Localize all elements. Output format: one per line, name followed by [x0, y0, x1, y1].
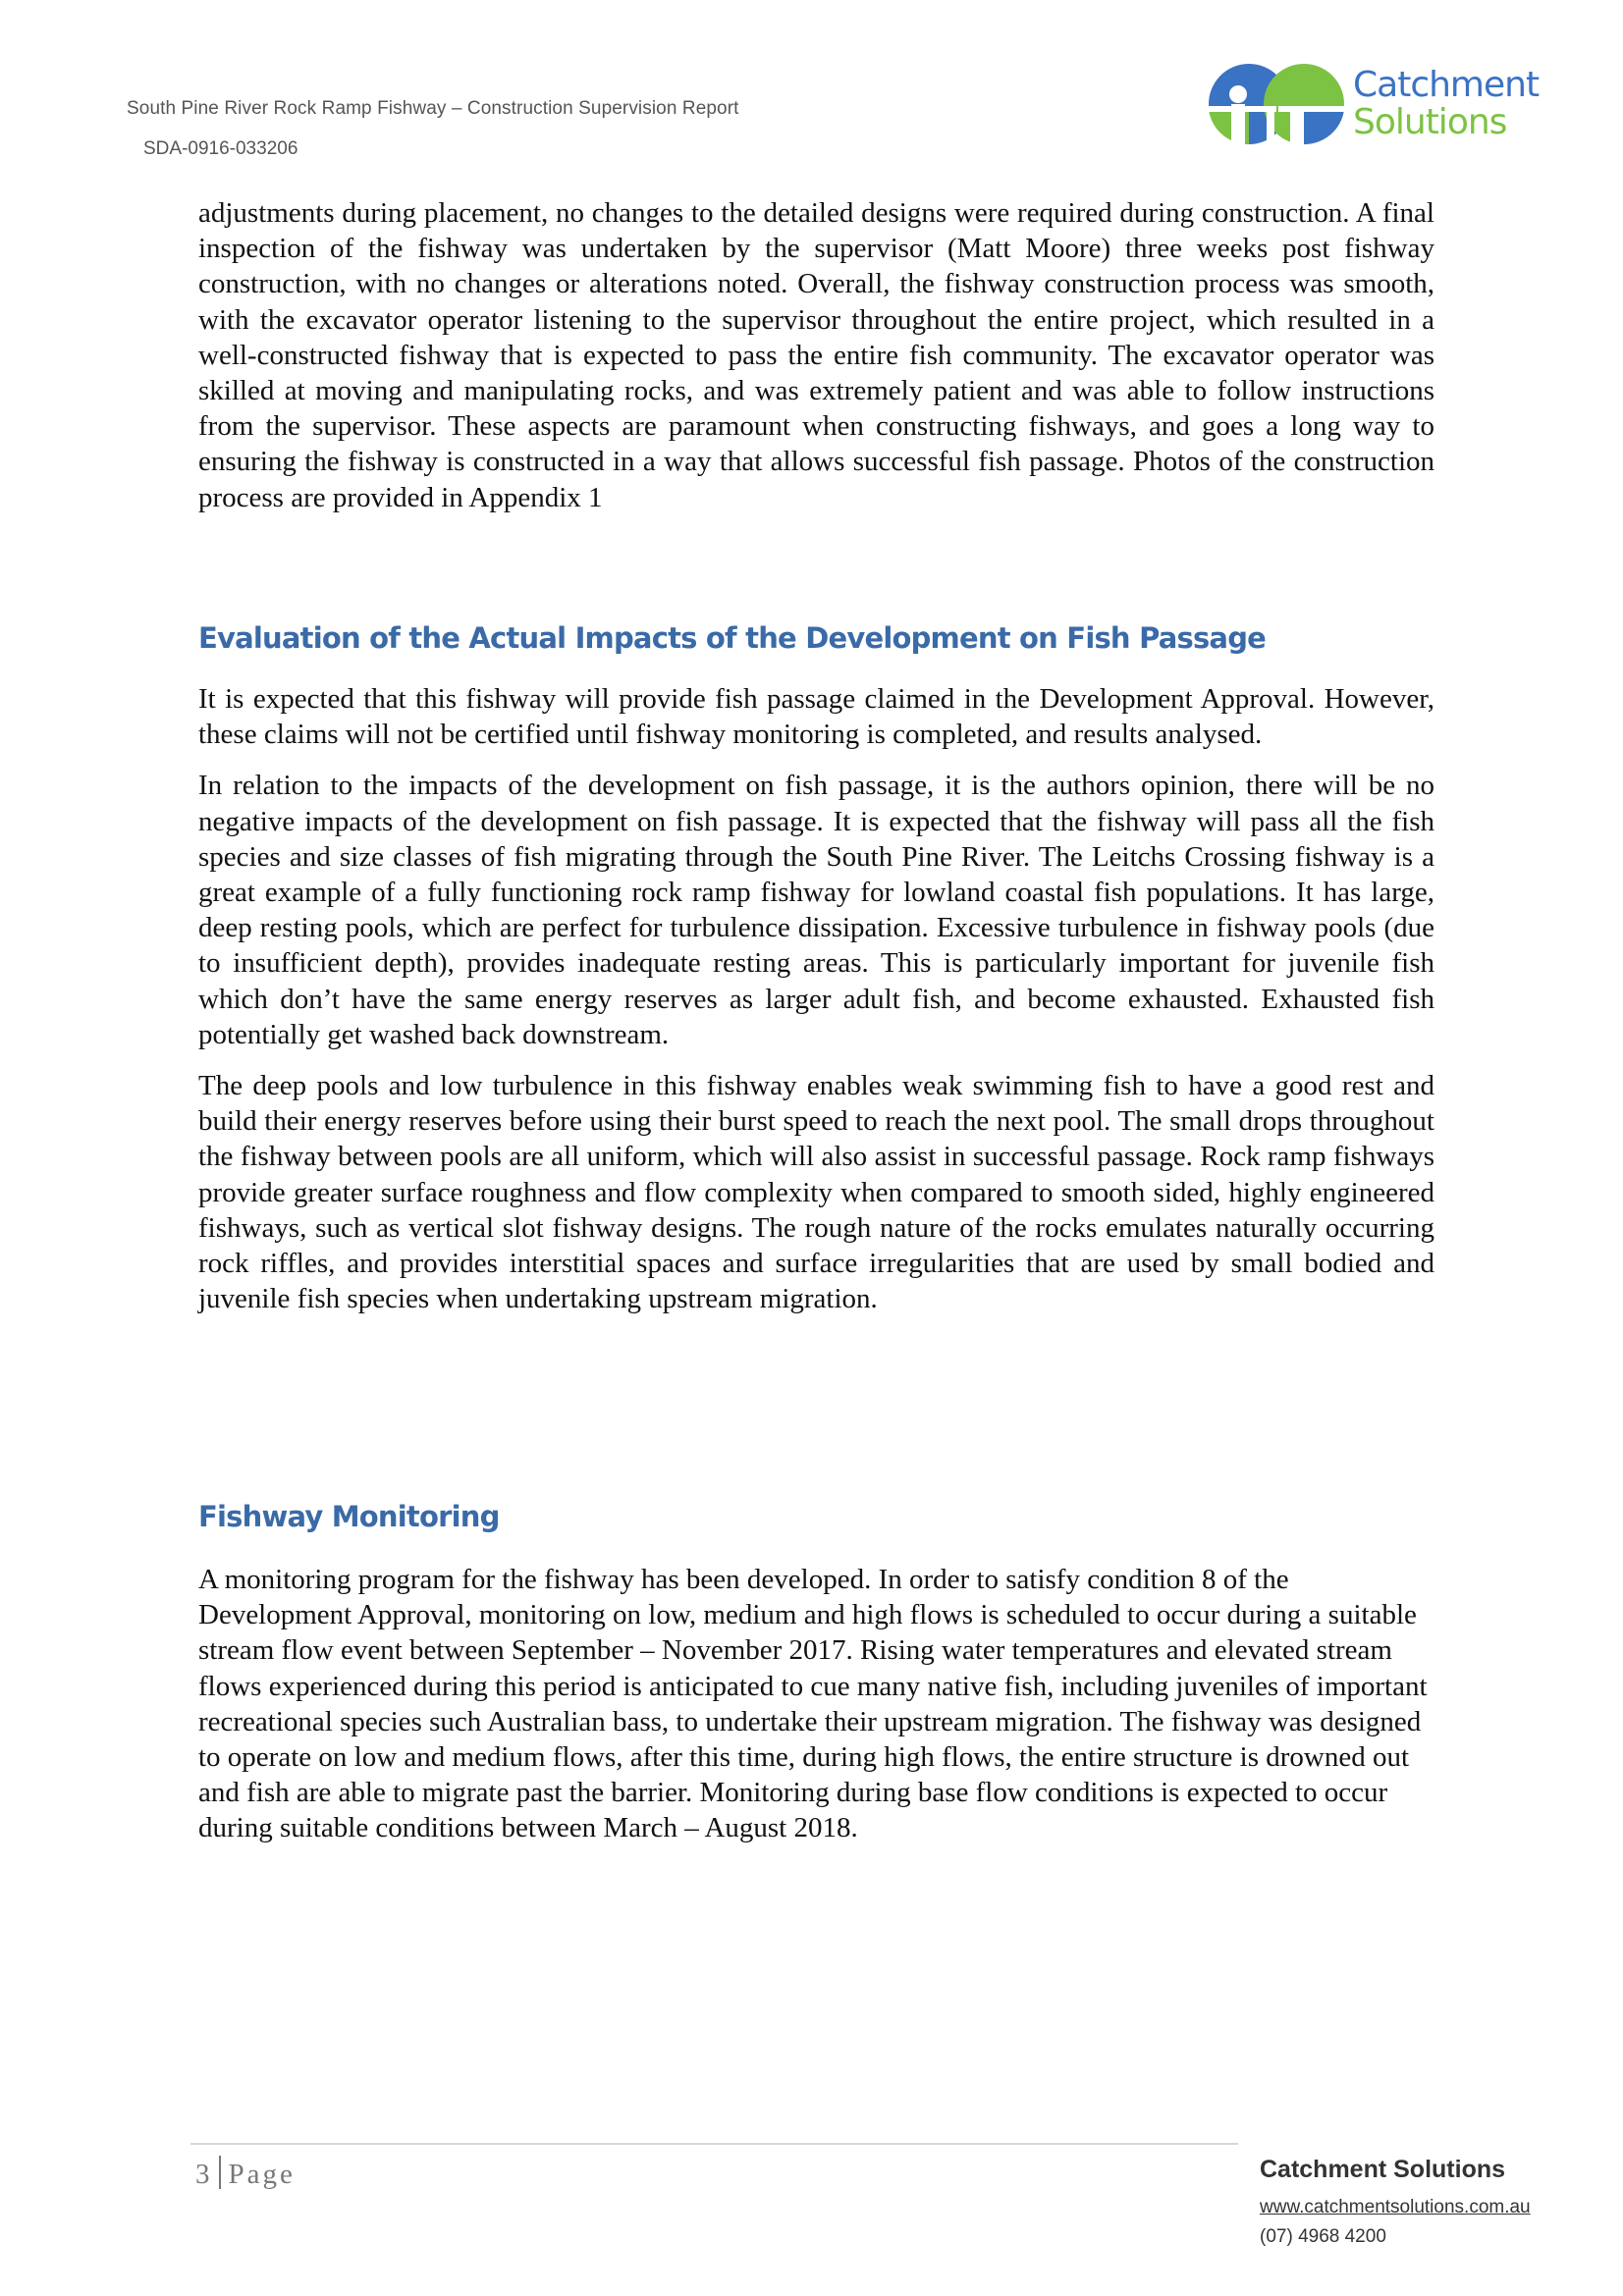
catchment-logo-icon	[1206, 61, 1353, 149]
footer-divider	[190, 2143, 1238, 2145]
page-number-value: 3	[195, 2159, 213, 2190]
company-logo	[1206, 61, 1559, 149]
section-impacts	[198, 618, 1434, 1316]
page-separator	[219, 2156, 221, 2189]
paragraph: In relation to the impacts of the development on fish passage, it is the authors opinion, there will be no negative impacts of the development on fish passage. It is expected that the fishway will pass all the fish species and size classes of fish migrating through the South Pine River. The Leitchs Crossing fishway is a great example of a fully functioning rock ramp fishway for lowland coastal fish populations. It has large, deep resting pools, which are perfect for turbulence dissipation. Excessive turbulence in fishway pools (due to insufficient depth), provides inadequate resting areas. This is particularly important for juvenile fish which don’t have the same energy reserves as larger adult fish, and become exhausted. Exhausted fish potentially get washed back downstream.	[198, 770, 1434, 1050]
logo-text-solutions: Solutions	[1353, 102, 1507, 142]
page-number	[195, 2156, 296, 2191]
logo-text-catchment: Catchment	[1353, 65, 1540, 105]
report-title: South Pine River Rock Ramp Fishway – Construction Supervision Report	[127, 98, 739, 119]
paragraph: It is expected that this fishway will provide fish passage claimed in the Development Approval. However, these claims will not be certified until fishway monitoring is completed, and results analysed.	[198, 683, 1434, 751]
section-monitoring	[198, 1497, 1434, 1846]
section-heading-impacts: Evaluation of the Actual Impacts of the Development on Fish Passage	[198, 621, 1267, 655]
page-label: Page	[228, 2159, 296, 2190]
footer-company-name: Catchment Solutions	[1260, 2156, 1506, 2183]
paragraph: The deep pools and low turbulence in this fishway enables weak swimming fish to have a good rest and build their energy reserves before using their burst speed to reach the next pool. The small drops throughout the fishway between pools are all uniform, which will also assist in successful passage. Rock ramp fishways provide greater surface roughness and flow complexity when compared to smooth sided, highly engineered fishways, such as vertical slot fishway designs. The rough nature of the rocks emulates naturally occurring rock riffles, and provides interstitial spaces and surface irregularities that are used by small bodied and juvenile fish species when undertaking upstream migration.	[198, 1070, 1434, 1315]
intro-paragraph: adjustments during placement, no changes to the detailed designs were required during construction. A final inspection of the fishway was undertaken by the supervisor (Matt Moore) three weeks post fishway construction, with no changes or alterations noted. Overall, the fishway construction process was smooth, with the excavator operator listening to the supervisor throughout the entire project, which resulted in a well-constructed fishway that is expected to pass the entire fish community. The excavator operator was skilled at moving and manipulating rocks, and was extremely patient and was able to follow instructions from the supervisor. These aspects are paramount when constructing fishways, and goes a long way to ensuring the fishway is constructed in a way that allows successful fish passage. Photos of the construction process are provided in Appendix 1	[198, 197, 1434, 513]
section-heading-monitoring: Fishway Monitoring	[198, 1500, 500, 1533]
logo-wordmark	[1353, 67, 1539, 141]
report-reference: SDA-0916-033206	[143, 138, 298, 159]
footer-website-link[interactable]: www.catchmentsolutions.com.au	[1260, 2197, 1531, 2217]
footer-phone: (07) 4968 4200	[1260, 2226, 1386, 2247]
intro-section	[198, 195, 1434, 515]
paragraph: A monitoring program for the fishway has been developed. In order to satisfy condition 8 of the Development Approval, monitoring on low, medium and high flows is scheduled to occur during a suitable stream flow event between September – November 2017. Rising water temperatures and elevated stream flows experienced during this period is anticipated to cue many native fish, including juveniles of important recreational species such Australian bass, to undertake their upstream migration. The fishway was designed to operate on low and medium flows, after this time, during high flows, the entire structure is drowned out and fish are able to migrate past the barrier. Monitoring during base flow conditions is expected to occur during suitable conditions between March – August 2018.	[198, 1564, 1428, 1844]
